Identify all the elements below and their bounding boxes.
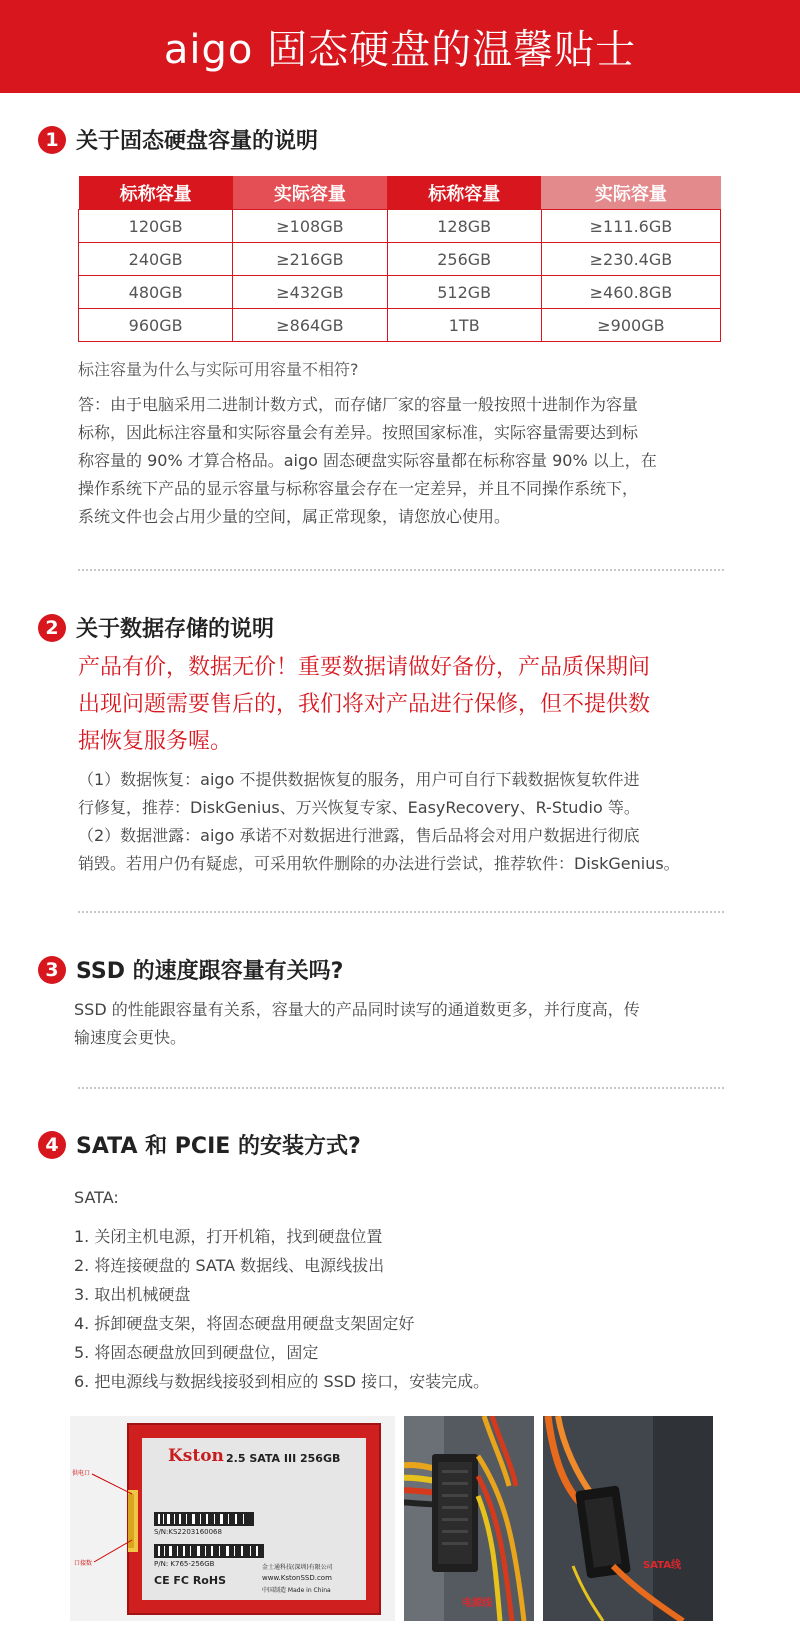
warning-line: 出现问题需要售后的，我们将对产品进行保修，但不提供数	[78, 692, 651, 717]
section4-number-badge: 4	[38, 1131, 66, 1159]
list-item: 2. 将连接硬盘的 SATA 数据线、电源线拔出	[74, 1256, 385, 1275]
section3-number-badge: 3	[38, 956, 66, 984]
table-header: 实际容量	[541, 176, 720, 210]
table-cell: ≥111.6GB	[541, 210, 720, 243]
ssd-part-number: P/N: K765-256GB	[154, 1560, 215, 1568]
section2-header	[38, 612, 274, 643]
section4-header	[38, 1129, 361, 1160]
table-cell: 1TB	[387, 309, 541, 342]
table-header-row	[79, 176, 721, 210]
table-cell: ≥216GB	[233, 243, 387, 276]
table-cell: ≥900GB	[541, 309, 720, 342]
ssd-model: 2.5 SATA III 256GB	[226, 1452, 341, 1465]
ssd-brand: Kston	[168, 1446, 224, 1466]
ssd-illustration	[70, 1416, 395, 1621]
section3-title: SSD 的速度跟容量有关吗?	[76, 959, 344, 984]
backup-warning	[78, 649, 738, 760]
table-cell: 512GB	[387, 276, 541, 309]
install-subtitle: SATA:	[74, 1188, 119, 1207]
power-port-callout: 供电口	[72, 1470, 91, 1477]
power-cable-illustration	[404, 1416, 534, 1621]
table-cell: 960GB	[79, 309, 233, 342]
detail-line: （1）数据恢复：aigo 不提供数据恢复的服务，用户可自行下载数据恢复软件进	[78, 770, 640, 789]
data-policy-details	[78, 766, 748, 878]
install-steps	[74, 1223, 734, 1397]
section1-title: 关于固态硬盘容量的说明	[76, 129, 319, 154]
table-cell: 240GB	[79, 243, 233, 276]
table-row	[79, 309, 721, 342]
list-item: 1. 关闭主机电源，打开机箱，找到硬盘位置	[74, 1227, 383, 1246]
section4-title: SATA 和 PCIE 的安装方式?	[76, 1134, 361, 1159]
speed-explanation	[74, 996, 744, 1052]
header-banner	[0, 0, 800, 93]
detail-line: 销毁。若用户仍有疑虑，可采用软件删除的办法进行尝试，推荐软件：DiskGenius。	[78, 854, 680, 873]
warning-line: 据恢复服务喔。	[78, 729, 233, 754]
table-cell: ≥864GB	[233, 309, 387, 342]
section1-number-badge: 1	[38, 126, 66, 154]
sata-cable-label: SATA线	[643, 1560, 681, 1571]
section3-header	[38, 954, 343, 985]
answer-line: 称容量的 90% 才算合格品。aigo 固态硬盘实际容量都在标称容量 90% 以上，在	[78, 451, 657, 470]
capacity-answer	[78, 391, 738, 531]
table-cell: 128GB	[387, 210, 541, 243]
table-row	[79, 276, 721, 309]
power-cable-label: 电源线	[462, 1598, 492, 1609]
data-port-callout: 口接数	[74, 1560, 93, 1567]
warning-line: 产品有价，数据无价！重要数据请做好备份，产品质保期间	[78, 655, 651, 680]
answer-line: 标称，因此标注容量和实际容量会有差异。按照国家标准，实际容量需要达到标	[78, 423, 639, 442]
table-header: 标称容量	[79, 176, 233, 210]
ssd-made-in: 中国制造 Made in China	[262, 1587, 331, 1594]
table-cell: ≥432GB	[233, 276, 387, 309]
ssd-photo	[70, 1416, 395, 1621]
page-title: aigo 固态硬盘的温馨贴士	[163, 27, 637, 73]
power-cable-photo	[404, 1416, 534, 1621]
table-cell: 120GB	[79, 210, 233, 243]
divider	[78, 911, 724, 913]
list-item: 5. 将固态硬盘放回到硬盘位，固定	[74, 1343, 319, 1362]
capacity-question: 标注容量为什么与实际可用容量不相符?	[78, 360, 359, 379]
section1-header	[38, 124, 318, 155]
table-header: 实际容量	[233, 176, 387, 210]
sata-cable-photo	[543, 1416, 713, 1621]
section2-number-badge: 2	[38, 614, 66, 642]
ssd-website: www.KstonSSD.com	[262, 1574, 332, 1582]
divider	[78, 569, 724, 571]
divider	[78, 1087, 724, 1089]
sata-cable-illustration	[543, 1416, 713, 1621]
table-cell: ≥460.8GB	[541, 276, 720, 309]
answer-line: 操作系统下产品的显示容量与标称容量会存在一定差异，并且不同操作系统下，	[78, 479, 639, 498]
list-item: 3. 取出机械硬盘	[74, 1285, 191, 1304]
table-cell: 480GB	[79, 276, 233, 309]
ssd-certifications: CE FC RoHS	[154, 1574, 226, 1587]
table-row	[79, 243, 721, 276]
ssd-serial: S/N:KS2203160068	[154, 1528, 222, 1536]
table-cell: 256GB	[387, 243, 541, 276]
answer-line: 系统文件也会占用少量的空间，属正常现象，请您放心使用。	[78, 507, 511, 526]
speed-line: 输速度会更快。	[74, 1028, 187, 1047]
table-cell: ≥108GB	[233, 210, 387, 243]
table-cell: ≥230.4GB	[541, 243, 720, 276]
list-item: 6. 把电源线与数据线接驳到相应的 SSD 接口，安装完成。	[74, 1372, 490, 1391]
capacity-table	[78, 176, 721, 342]
detail-line: 行修复，推荐：DiskGenius、万兴恢复专家、EasyRecovery、R-Studio 等。	[78, 798, 640, 817]
ssd-company: 金士通科技(深圳)有限公司	[262, 1564, 333, 1571]
section2-title: 关于数据存储的说明	[76, 617, 275, 642]
table-row	[79, 210, 721, 243]
detail-line: （2）数据泄露：aigo 承诺不对数据进行泄露，售后品将会对用户数据进行彻底	[78, 826, 640, 845]
answer-line: 答：由于电脑采用二进制计数方式，而存储厂家的容量一般按照十进制作为容量	[78, 395, 639, 414]
speed-line: SSD 的性能跟容量有关系，容量大的产品同时读写的通道数更多，并行度高，传	[74, 1000, 640, 1019]
table-header: 标称容量	[387, 176, 541, 210]
list-item: 4. 拆卸硬盘支架，将固态硬盘用硬盘支架固定好	[74, 1314, 415, 1333]
